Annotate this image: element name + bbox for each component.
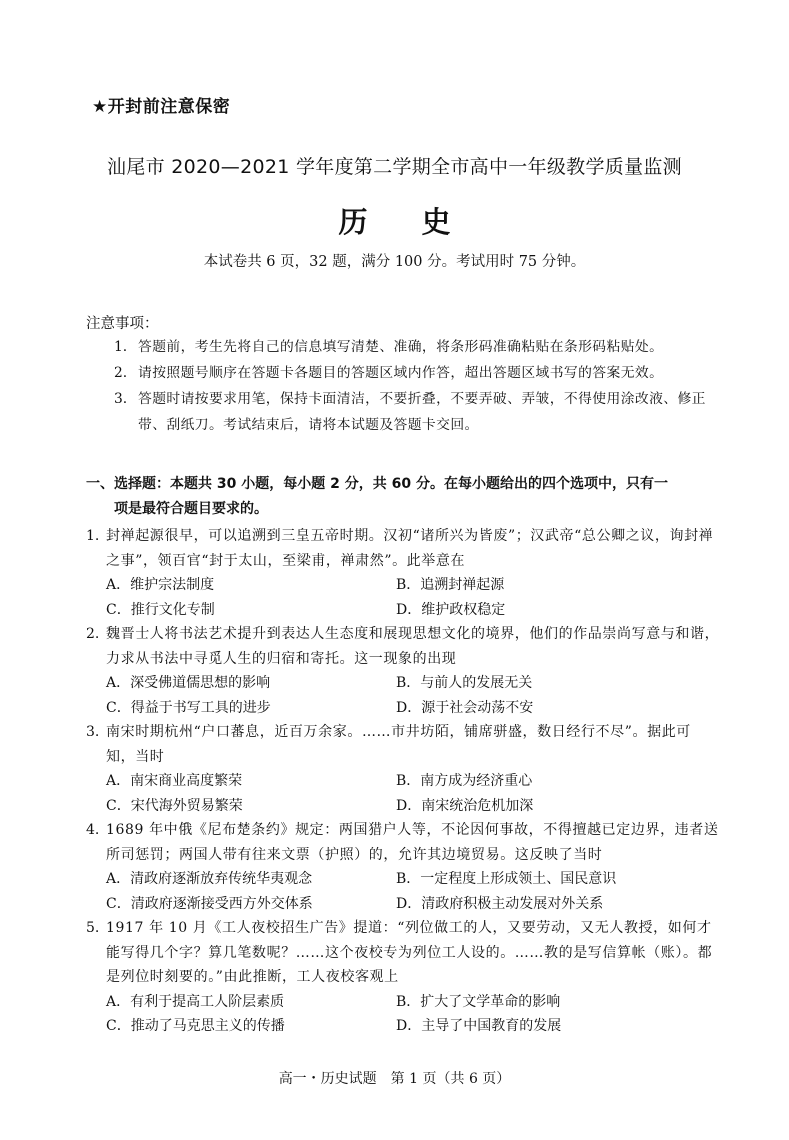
question-stem: 魏晋士人将书法艺术提升到表达人生态度和展现思想文化的境界，他们的作品崇尚写意与和谐，力求从书法中寻觅人生的归宿和寄托。这一现象的出现 <box>106 626 720 667</box>
option-a: A．南宋商业高度繁荣 <box>106 773 243 789</box>
notice-item <box>114 360 714 386</box>
question-3 <box>86 720 720 818</box>
question-list <box>86 524 720 1039</box>
question-number: 4. <box>86 822 100 838</box>
question-stem: 封禅起源很早，可以追溯到三皇五帝时期。汉初“诸所兴为皆废”；汉武帝“总公卿之议，询封禅之事”，领百官“封于太山，至梁甫，禅肃然”。此举意在 <box>106 528 714 569</box>
question-stem: 南宋时期杭州“户口蕃息，近百万余家。……市井坊陌，铺席骈盛，数日经行不尽”。据此可知，当时 <box>106 724 691 765</box>
question-number: 2. <box>86 626 100 642</box>
notice-text: 答题前，考生先将自己的信息填写清楚、准确，将条形码准确粘贴在条形码粘贴处。 <box>138 339 664 355</box>
question-5 <box>86 916 720 1039</box>
question-stem: 1917 年 10 月《工人夜校招生广告》提道：“列位做工的人，又要劳动，又无人教授，如何才能写得几个字？算几笔数呢？……这个夜校专为列位工人设的。……教的是写信算帐（账）。都是列位时刻要的。”由此推断，工人夜校客观上 <box>106 920 713 985</box>
notice-text: 答题时请按要求用笔，保持卡面清洁，不要折叠，不要弄破、弄皱，不得使用涂改液、修正带、刮纸刀。考试结束后，请将本试题及答题卡交回。 <box>138 391 706 433</box>
option-c: C．清政府逐渐接受西方外交体系 <box>106 895 313 912</box>
question-number: 5. <box>86 920 100 936</box>
question-stem: 1689 年中俄《尼布楚条约》规定：两国猎户人等，不论因何事故，不得擅越已定边界，违者送所司惩罚；两国人带有往来文票（护照）的，允许其边境贸易。这反映了当时 <box>106 822 719 863</box>
confidential-notice: ★开封前注意保密 <box>92 97 231 117</box>
notice-number: 3. <box>114 391 128 407</box>
exam-info: 本试卷共 6 页，32 题，满分 100 分。考试用时 75 分钟。 <box>203 254 586 270</box>
option-d: D．维护政权稳定 <box>396 601 506 618</box>
section-heading-line: 项是最符合题目要求的。 <box>114 501 268 517</box>
question-2 <box>86 622 720 720</box>
notice-number: 2. <box>114 365 128 381</box>
option-d: D．源于社会动荡不安 <box>396 699 534 716</box>
question-1 <box>86 524 720 622</box>
option-b: B．与前人的发展无关 <box>396 675 533 691</box>
option-a: A．深受佛道儒思想的影响 <box>106 675 271 691</box>
option-b: B．追溯封禅起源 <box>396 577 505 593</box>
section-heading <box>86 472 716 522</box>
option-a: A．有利于提高工人阶层素质 <box>106 993 285 1010</box>
option-d: D．主导了中国教育的发展 <box>396 1018 562 1034</box>
notice-item <box>114 334 714 360</box>
question-number: 1. <box>86 528 100 544</box>
notice-heading: 注意事项： <box>86 316 159 332</box>
option-c: C．推行文化专制 <box>106 601 215 618</box>
option-d: D．清政府积极主动发展对外关系 <box>396 895 604 912</box>
notice-list <box>114 334 714 438</box>
notice-number: 1. <box>114 339 128 355</box>
option-d: D．南宋统治危机加深 <box>396 797 534 814</box>
notice-item <box>114 386 714 438</box>
exam-title: 汕尾市 2020—2021 学年度第二学期全市高中一年级教学质量监测 <box>107 156 682 178</box>
option-c: C．推动了马克思主义的传播 <box>106 1018 285 1034</box>
section-heading-line: 一、选择题：本题共 30 小题，每小题 2 分，共 60 分。在每小题给出的四个选项中，只有一 <box>86 476 668 492</box>
option-b: B．南方成为经济重心 <box>396 773 533 789</box>
option-c: C．得益于书写工具的进步 <box>106 699 271 716</box>
subject-title: 历 史 <box>338 205 473 239</box>
question-number: 3. <box>86 724 100 740</box>
option-a: A．维护宗法制度 <box>106 577 215 593</box>
option-b: B．扩大了文学革命的影响 <box>396 993 561 1010</box>
option-c: C．宋代海外贸易繁荣 <box>106 797 243 814</box>
option-b: B．一定程度上形成领土、国民意识 <box>396 871 617 887</box>
notice-text: 请按照题号顺序在答题卡各题目的答题区域内作答，超出答题区域书写的答案无效。 <box>138 365 664 381</box>
question-4 <box>86 818 720 916</box>
option-a: A．清政府逐渐放弃传统华夷观念 <box>106 871 313 887</box>
page-footer: 高一・历史试题 第 1 页（共 6 页） <box>278 1071 511 1087</box>
